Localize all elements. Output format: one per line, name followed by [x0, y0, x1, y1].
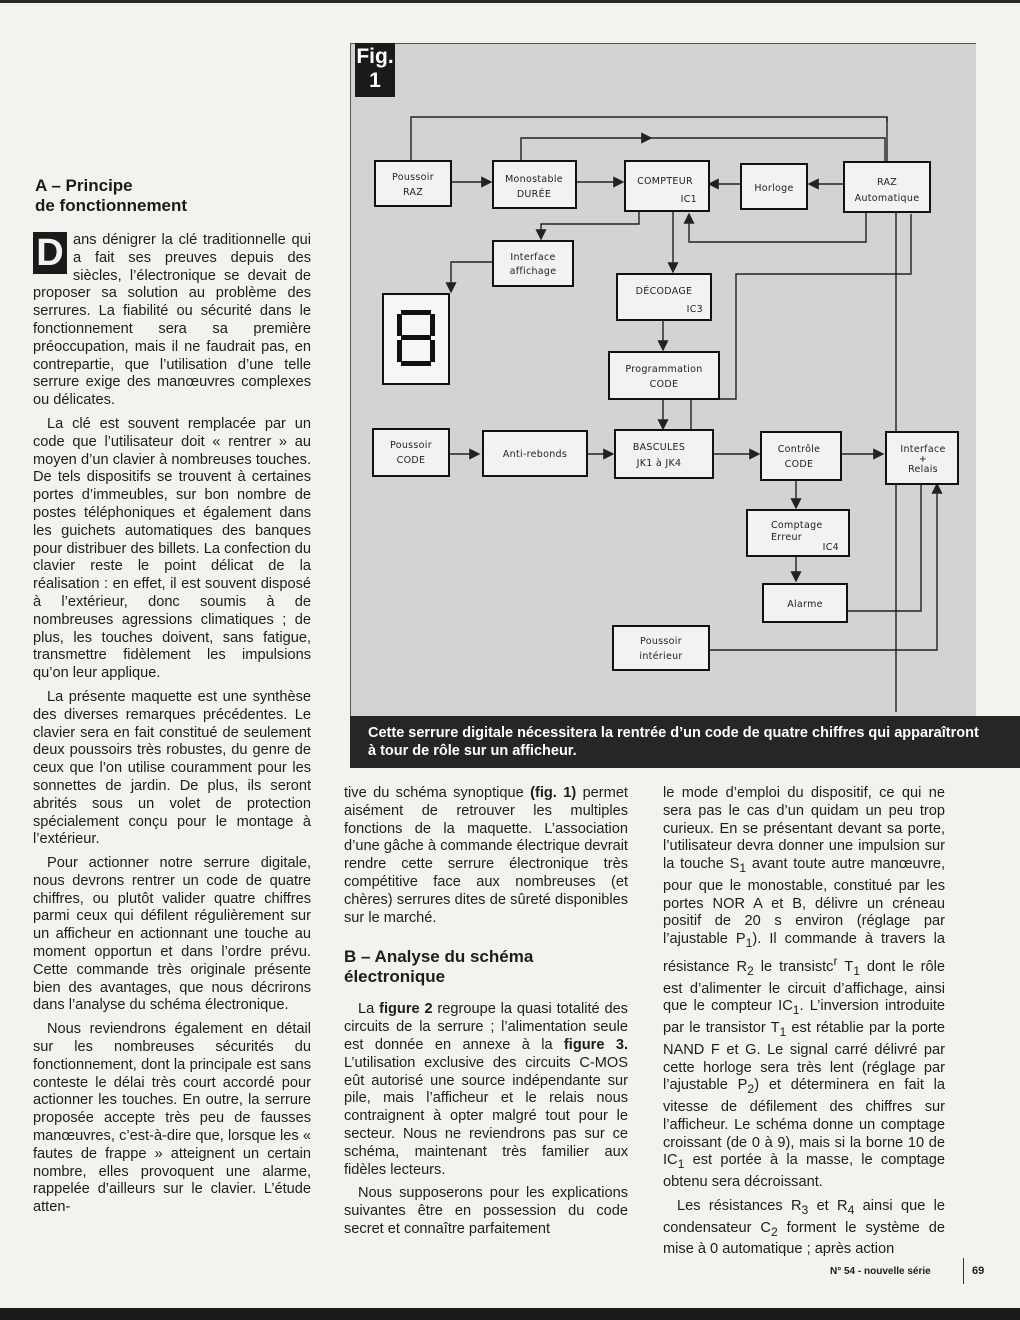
subscript: 1 [739, 861, 747, 876]
block-horloge [741, 164, 807, 209]
block-compteur [625, 161, 709, 211]
block-label: Interface [510, 252, 556, 263]
text-run: le transistc [753, 958, 834, 975]
block-label: JK1 à JK4 [636, 458, 682, 469]
issue-footer: N° 54 - nouvelle série [830, 1266, 931, 1277]
paragraph [663, 785, 945, 1192]
text-run: La [358, 1001, 380, 1018]
text-run: forment le système de mise à 0 automatique ; après action [663, 1219, 945, 1258]
text-run: est rétablie par la porte NAND F et G. Le signal carré délivré par cette horloge sera très lent (réglage par l’ajustable P [663, 1020, 945, 1094]
subscript: 4 [847, 1202, 855, 1217]
page-divider [963, 1258, 964, 1284]
block-label: Poussoir [640, 636, 682, 647]
section-a-title-line1: A – Principe [35, 176, 133, 195]
subscript: 1 [792, 1003, 800, 1018]
section-a-heading [35, 176, 305, 216]
paragraph: La clé est souvent remplacée par un code que l’utilisateur doit « rentrer » au moyen d’un clavier à nombreuses touches. De tels dispositifs se trouvent à certaines portes d’immeubles, sur bon nombre de postes téléphoniques et également dans les guichets automatiques des banques pour distribuer des billets. La confection du clavier reste le point délicat de la réalisation : en effet, il est souvent disposé à l’extérieur, donc soumis à de nombreuses agressions climatiques ; de plus, les touches doivent, sans fatigue, transmettre fidèlement les impulsions qu’on leur applique. [33, 415, 311, 682]
block-bascules [615, 430, 713, 478]
block-label: Horloge [754, 183, 794, 194]
block-label: RAZ [402, 187, 424, 198]
text-run: avant toute autre manœuvre, pour que le monostable, constitué par les portes NOR A et B, délivre un créneau positif de 20 s environ (réglage par l’ajustable P [663, 856, 945, 948]
block-interface-affichage [493, 241, 573, 286]
block-decodage [617, 274, 711, 320]
block-label: Monostable [505, 174, 563, 185]
block-poussoir-raz [375, 161, 451, 206]
page-number: 69 [972, 1265, 985, 1277]
subscript: 1 [745, 936, 753, 951]
figure-label-number: 1 [369, 69, 381, 92]
text-run: le mode d’emploi du dispositif, ce qui ne sera pas le cas d’un quidam un peu trop curieux. En se présentant devant sa porte, l’utilisateur devra donner une impulsion sur la touche S [663, 785, 945, 873]
paragraph: Nous reviendrons également en détail sur les nombreuses sécurités du fonctionnement, dont la principale est sans conteste le délai très court accordé pour actionner les touches. En outre, la serrure proposée accepte très peu de fausses manœuvres, c’est-à-dire que, lorsque les « fautes de frappe » atteignent un certain nombre, elles provoquent une alarme, rappelée d’ailleurs sur le clavier. L’étude atten- [33, 1021, 311, 1216]
block-label: Automatique [854, 193, 920, 204]
text-run: ). Il commande à travers la résistance R [663, 931, 945, 975]
block-label: Poussoir [392, 172, 434, 183]
text-run: T [837, 958, 854, 975]
block-label: IC1 [680, 194, 697, 205]
superscript: r [833, 953, 838, 968]
paragraph: La présente maquette est une synthèse des diverses remarques précédentes. Le clavier sera en fait constitué de seulement deux poussoirs très robustes, du genre de ceux que l’on utilise couramment pour les sonnettes de jardin. De plus, ils seront abrités sous un volet de protection spécialement conçu pour le montage à l’extérieur. [33, 688, 311, 848]
seven-segment-display [383, 294, 449, 384]
block-comptage-erreur [747, 510, 849, 556]
bold-ref: figure 2 [379, 1001, 433, 1018]
block-poussoir-interieur [613, 626, 709, 670]
block-label: DÉCODAGE [635, 286, 693, 297]
bold-ref: figure 3. [563, 1036, 628, 1053]
paragraph [344, 1001, 628, 1179]
block-anti-rebonds [483, 431, 587, 476]
text-run: tive du schéma synoptique [344, 785, 531, 801]
block-label: affichage [509, 266, 557, 277]
block-interface-relais [886, 432, 958, 484]
block-label: Alarme [787, 599, 823, 610]
text-run: et R [808, 1197, 848, 1214]
block-label: + [918, 454, 928, 465]
figure-label-text: Fig. [356, 45, 394, 68]
section-b-heading: B – Analyse du schéma électronique [344, 947, 534, 987]
text-run: ) et déterminera en fait la vitesse de défilement des chiffres sur l’afficheur. Le schéma donne un comptage croissant (de 0 à 9), mais si la borne 10 de IC [663, 1077, 946, 1169]
block-label: Programmation [625, 364, 703, 375]
block-diagram [351, 44, 976, 716]
block-programmation [609, 352, 719, 399]
caption-text: Cette serrure digitale nécessitera la rentrée d’un code de quatre chiffres qui apparaîtront à tour de rôle sur un afficheur. [368, 725, 979, 759]
paragraph: ans dénigrer la clé traditionnelle qui a fait ses preuves depuis des siècles, l’électronique se devait de proposer sa solution au problème des serrures. La fiabilité ou sécurité dans le fonctionnement sera sa première préoccupation, mais il ne faudrait pas, en contrepartie, que l’utilisation d’une telle serrure exige des manœuvres complexes ou délicates. [33, 232, 311, 409]
block-monostable [493, 161, 576, 208]
block-label: CODE [396, 455, 426, 466]
text-run: ainsi que le condensateur C [663, 1197, 945, 1236]
block-label: BASCULES [632, 442, 686, 453]
figure-caption [350, 716, 1020, 768]
text-run: Les résistances R [677, 1197, 802, 1214]
block-poussoir-code [373, 429, 449, 476]
text-run: est portée à la masse, le comptage obtenu sera décroissant. [663, 1152, 945, 1191]
section-a-title-line2: de fonctionnement [35, 196, 188, 215]
top-rule [0, 0, 1020, 3]
block-label: RAZ [876, 177, 898, 188]
figure-panel [350, 43, 976, 716]
block-label: IC3 [686, 304, 703, 315]
subscript: 2 [770, 1224, 778, 1239]
block-alarme [763, 584, 847, 622]
subscript: 2 [747, 963, 754, 978]
drop-cap: D [33, 232, 67, 274]
paragraph: Nous supposerons pour les explications suivantes être en possession du code secret et connaître parfaitement [344, 1185, 628, 1237]
block-label: Interface [900, 444, 946, 455]
paragraph [663, 1198, 945, 1259]
block-label: Anti-rebonds [502, 449, 568, 460]
paragraph: Pour actionner notre serrure digitale, nous devrons rentrer un code de quatre chiffres, ou plutôt valider quatre chiffres parmi ceux qui défilent régulièrement sur un afficheur en actionnant une touche au moment opportun et dans l’ordre prévu. Cette commande très originale présente bien des avantages, que nous décrirons dans l’analyse du schéma électronique. [33, 855, 311, 1014]
subscript: 1 [853, 963, 860, 978]
text-run: . L’inversion introduite par le transistor T [663, 998, 945, 1037]
subscript: 2 [747, 1082, 755, 1097]
subscript: 1 [779, 1024, 787, 1039]
block-label: intérieur [639, 651, 683, 662]
block-label: Relais [908, 464, 938, 475]
subscript: 1 [677, 1157, 685, 1172]
block-raz-automatique [844, 162, 930, 212]
bold-ref: (fig. 1) [530, 785, 577, 801]
middle-column [344, 785, 628, 1245]
right-column [663, 785, 945, 1265]
block-controle-code [761, 432, 841, 480]
text-run: permet aisément de retrouver les multiples fonctions de la maquette. L’association d’une gâche à commande électrique devrait rendre cette serrure électronique très compétitive face aux nombreuses (et chères) serrures dites de sûreté disponibles sur le marché. [344, 785, 628, 926]
block-label: Contrôle [777, 444, 821, 455]
block-label: CODE [649, 379, 679, 390]
text-run: dont le rôle est d’alimenter le circuit d’affichage, ainsi que le compteur IC [663, 958, 945, 1015]
subscript: 3 [801, 1202, 809, 1217]
bottom-edge [0, 1308, 1020, 1320]
block-label: DURÉE [516, 189, 552, 200]
block-label: CODE [784, 459, 814, 470]
figure-label [355, 43, 395, 97]
block-label: IC4 [822, 542, 839, 553]
block-label: COMPTEUR [637, 176, 693, 187]
text-run: regroupe la quasi totalité des circuits de la serrure ; l’alimentation seule est donnée en annexe à la [344, 1001, 628, 1053]
left-column [33, 232, 311, 1223]
text-run: L’utilisation exclusive des circuits C-MOS eût autorisé une source indépendante sur pile, mais l’afficheur et le relais nous contraignent à opter malgré tout pour le secteur. Nous ne reviendrons pas sur ce schéma, maintenant très familier aux fidèles lecteurs. [344, 1054, 628, 1178]
block-label: Comptage [771, 520, 823, 531]
paragraph [344, 785, 628, 927]
block-label: Poussoir [390, 440, 432, 451]
block-label: Erreur [771, 532, 803, 543]
